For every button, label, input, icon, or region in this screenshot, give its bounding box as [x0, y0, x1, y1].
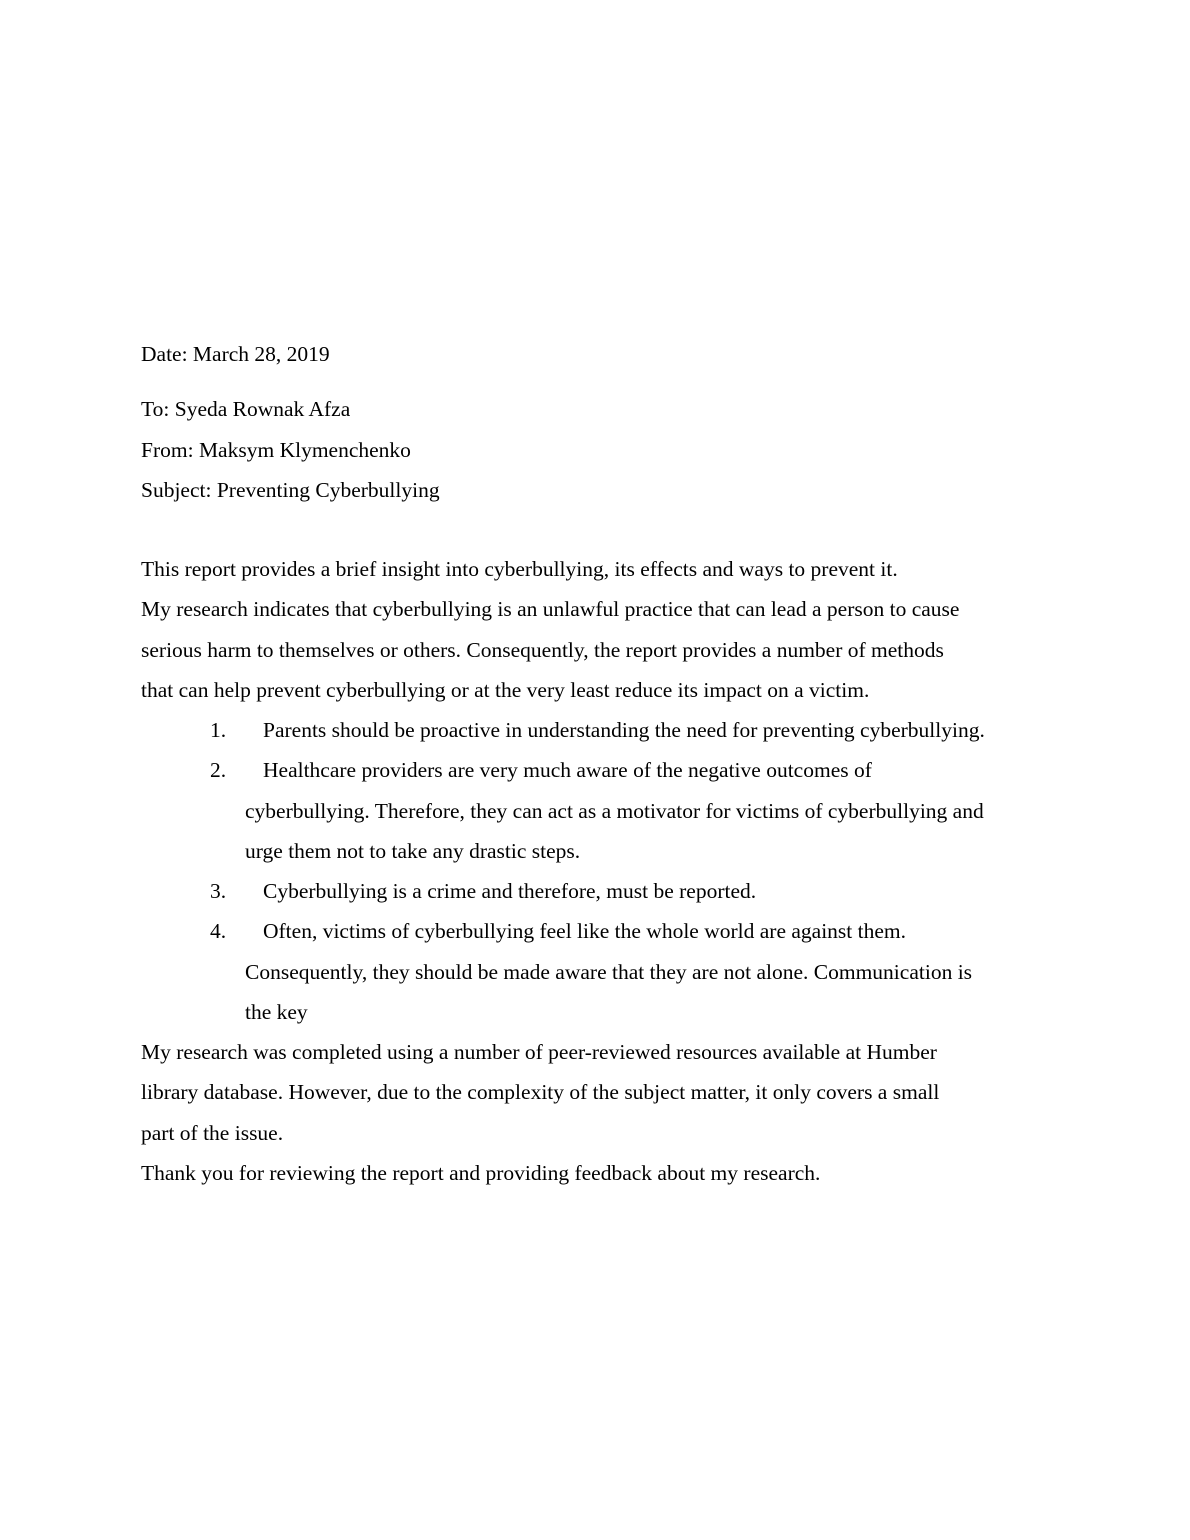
- list-item-line: Parents should be proactive in understanding the need for preventing cyberbullying.: [263, 718, 985, 742]
- memo-subject: Subject: Preventing Cyberbullying: [141, 478, 440, 502]
- memo-to: To: Syeda Rownak Afza: [141, 397, 351, 421]
- paragraph-line: My research was completed using a number of peer-reviewed resources available at Humber: [141, 1040, 937, 1064]
- list-number: 4.: [210, 919, 227, 943]
- list-item-line: Healthcare providers are very much aware of the negative outcomes of: [263, 758, 872, 782]
- paragraph-line: part of the issue.: [141, 1121, 284, 1145]
- list-number: 2.: [210, 758, 227, 782]
- paragraph-line: library database. However, due to the complexity of the subject matter, it only covers a small: [141, 1080, 940, 1104]
- list-number: 1.: [210, 718, 227, 742]
- intro-paragraph: This report provides a brief insight into cyberbullying, its effects and ways to prevent it.: [141, 557, 898, 581]
- paragraph-line: that can help prevent cyberbullying or at the very least reduce its impact on a victim.: [141, 678, 870, 702]
- list-item-line: urge them not to take any drastic steps.: [245, 839, 581, 863]
- list-item-line: Often, victims of cyberbullying feel like the whole world are against them.: [263, 919, 907, 943]
- memo-from: From: Maksym Klymenchenko: [141, 438, 411, 462]
- list-item-line: the key: [245, 1000, 308, 1024]
- list-item-line: Consequently, they should be made aware that they are not alone. Communication is: [245, 960, 973, 984]
- paragraph-line: serious harm to themselves or others. Consequently, the report provides a number of methods: [141, 638, 944, 662]
- list-item-line: cyberbullying. Therefore, they can act as a motivator for victims of cyberbullying and: [245, 799, 984, 823]
- paragraph-line: My research indicates that cyberbullying is an unlawful practice that can lead a person to cause: [141, 597, 960, 621]
- closing-line: Thank you for reviewing the report and providing feedback about my research.: [141, 1161, 821, 1185]
- memo-date: Date: March 28, 2019: [141, 342, 330, 366]
- list-number: 3.: [210, 879, 227, 903]
- list-item-line: Cyberbullying is a crime and therefore, must be reported.: [263, 879, 757, 903]
